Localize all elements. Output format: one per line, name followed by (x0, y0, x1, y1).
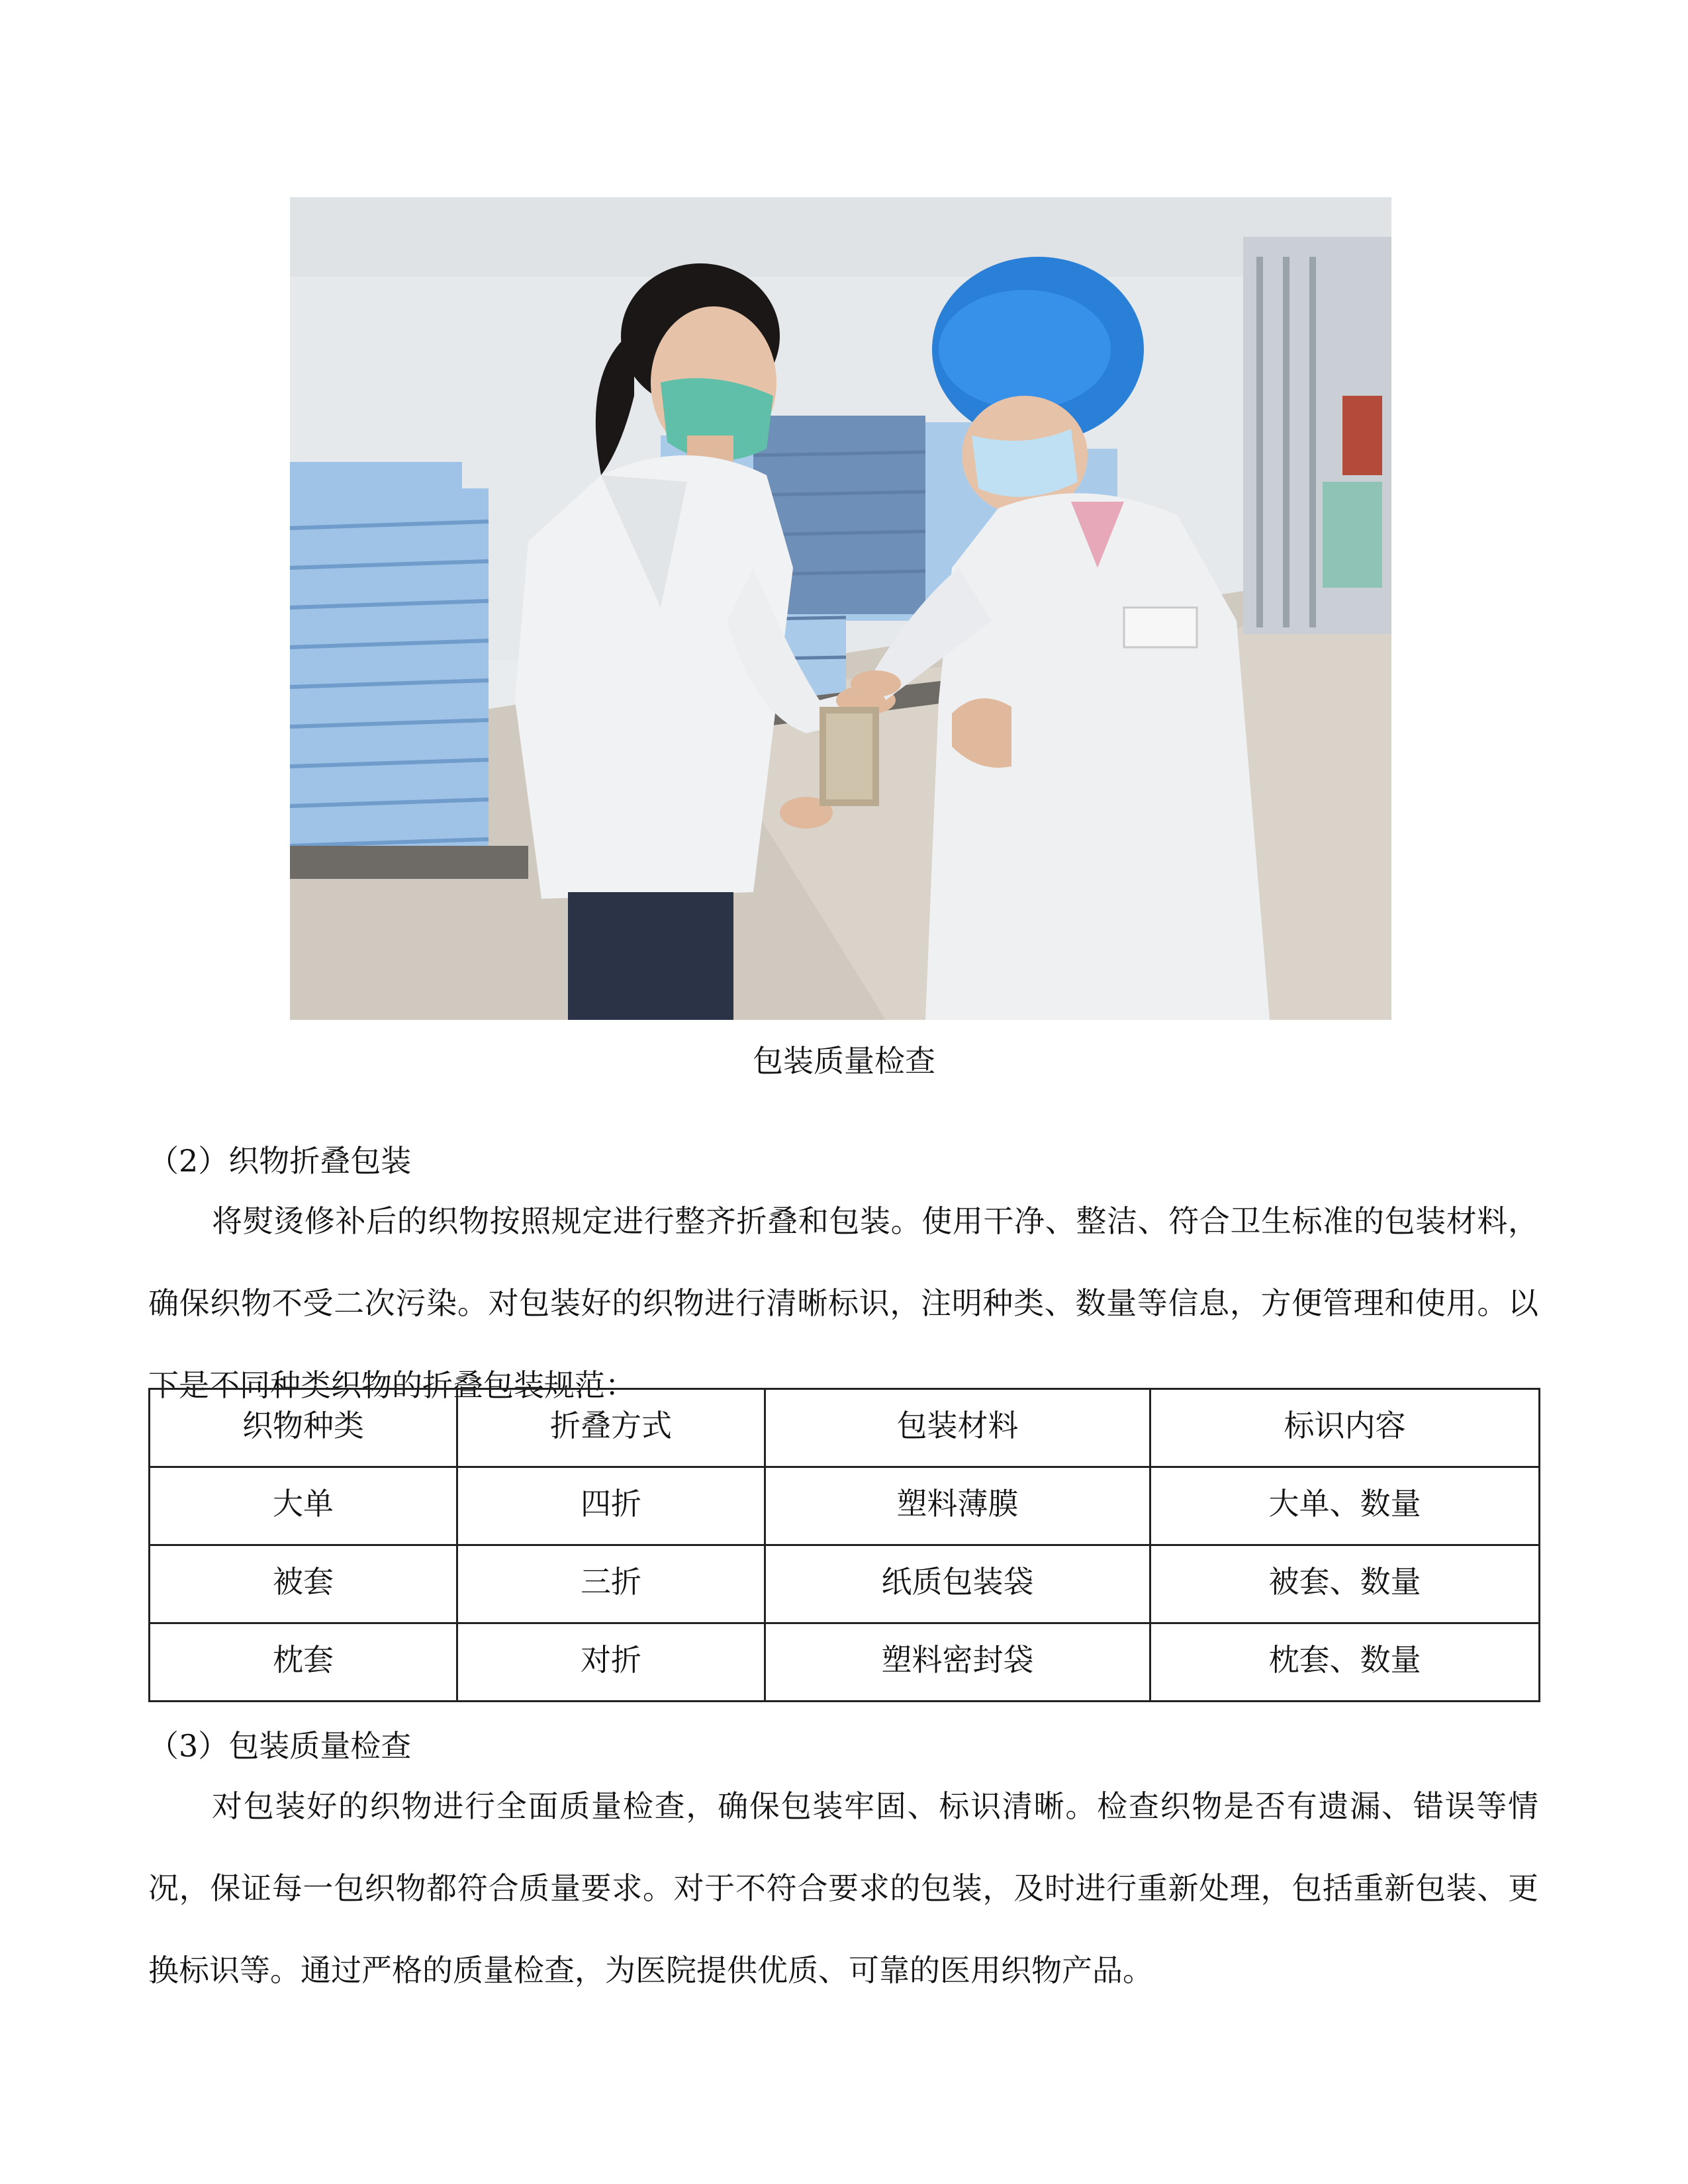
table-cell: 大单、数量 (1150, 1467, 1540, 1545)
table-cell: 被套 (150, 1545, 457, 1623)
figure-caption: 包装质量检查 (753, 1043, 935, 1079)
table-cell: 塑料密封袋 (765, 1623, 1150, 1702)
table-row (150, 1545, 1540, 1623)
inspection-photo (290, 197, 1391, 1020)
column-header: 包装材料 (765, 1389, 1150, 1467)
table-row (150, 1467, 1540, 1545)
table-cell: 四折 (457, 1467, 765, 1545)
table-cell: 三折 (457, 1545, 765, 1623)
table-cell: 纸质包装袋 (765, 1545, 1150, 1623)
table-header-row (150, 1389, 1540, 1467)
column-header: 折叠方式 (457, 1389, 765, 1467)
table-cell: 被套、数量 (1150, 1545, 1540, 1623)
column-header: 标识内容 (1150, 1389, 1540, 1467)
section-2-paragraph: 将熨烫修补后的织物按照规定进行整齐折叠和包装。使用干净、整洁、符合卫生标准的包装材料，确保织物不受二次污染。对包装好的织物进行清晰标识，注明种类、数量等信息，方便管理和使用。以下是不同种类织物的折叠包装规范： (148, 1203, 1538, 1403)
table-cell: 枕套、数量 (1150, 1623, 1540, 1702)
section-3-heading: （3）包装质量检查 (148, 1728, 412, 1764)
section-3-paragraph: 对包装好的织物进行全面质量检查，确保包装牢固、标识清晰。检查织物是否有遗漏、错误等情况，保证每一包织物都符合质量要求。对于不符合要求的包装，及时进行重新处理，包括重新包装、更换标识等。通过严格的质量检查，为医院提供优质、可靠的医用织物产品。 (148, 1788, 1538, 1988)
table-row (150, 1623, 1540, 1702)
section-2-heading: （2）织物折叠包装 (148, 1143, 412, 1179)
folding-spec-table (148, 1388, 1540, 1702)
column-header: 织物种类 (150, 1389, 457, 1467)
table-cell: 塑料薄膜 (765, 1467, 1150, 1545)
table-cell: 大单 (150, 1467, 457, 1545)
table-cell: 对折 (457, 1623, 765, 1702)
table-cell: 枕套 (150, 1623, 457, 1702)
